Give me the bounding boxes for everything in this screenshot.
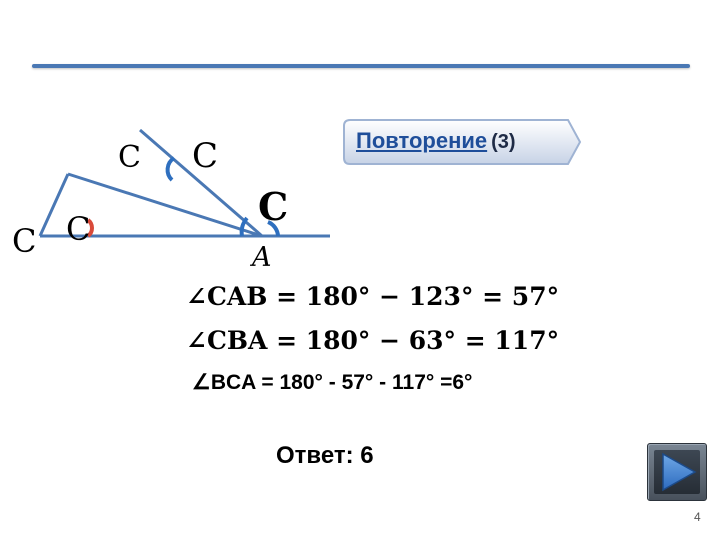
review-number: (3) — [491, 131, 516, 153]
label-a: A — [252, 242, 272, 273]
review-badge[interactable] — [342, 118, 546, 164]
answer-text: Ответ: 6 — [276, 442, 374, 469]
badge-text — [356, 128, 516, 154]
review-link[interactable]: Повторение — [356, 128, 488, 153]
next-button[interactable] — [647, 443, 707, 501]
equation-cba: ∠CBA = 180° − 63° = 117° — [186, 326, 560, 355]
equation-bca: ∠BCA = 180° - 57° - 117° =6° — [192, 371, 473, 394]
label-c-3: C — [258, 184, 289, 229]
angle-arc-top — [168, 158, 174, 180]
triangle-side-top — [68, 174, 262, 236]
label-c-5: C — [66, 210, 91, 248]
equation-cab: ∠CAB = 180° − 123° = 57° — [186, 282, 560, 311]
triangle-side-left — [40, 174, 68, 236]
label-c-1: C — [118, 140, 141, 175]
label-c-4: C — [12, 222, 37, 260]
label-c-2: C — [192, 136, 219, 176]
next-arrow-icon — [648, 444, 706, 500]
page-number: 4 — [694, 510, 701, 524]
